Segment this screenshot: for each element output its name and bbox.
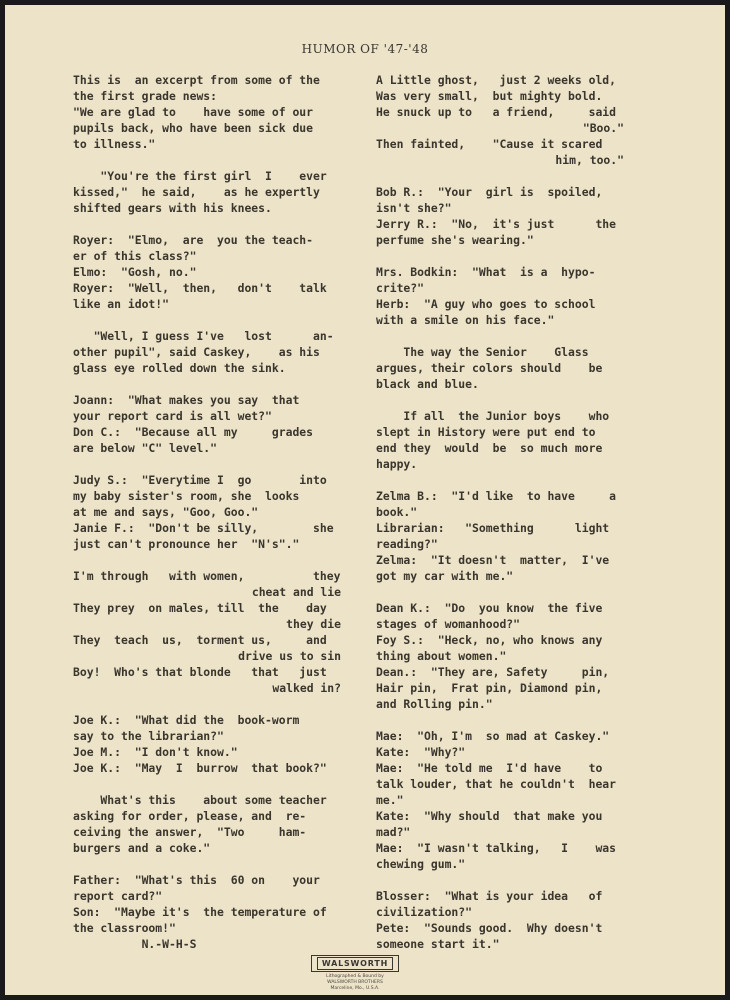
text-line: This is an excerpt from some of the	[73, 73, 320, 87]
text-line: Dean K.: "Do you know the five	[376, 601, 603, 615]
text-line: N.-W-H-S	[73, 937, 197, 951]
text-line: burgers and a coke."	[73, 841, 211, 855]
left-column	[73, 72, 341, 968]
text-line: chewing gum."	[376, 857, 466, 871]
right-joke-9	[376, 888, 624, 952]
text-line: The way the Senior Glass	[376, 345, 589, 359]
text-line: the classroom!"	[73, 921, 176, 935]
text-line: mad?"	[376, 825, 411, 839]
text-line: are below "C" level."	[73, 441, 218, 455]
text-line: someone start it."	[376, 937, 500, 951]
text-line: Don C.: "Because all my grades	[73, 425, 314, 439]
text-line: Joe M.: "I don't know."	[73, 745, 238, 759]
text-line: say to the librarian?"	[73, 729, 224, 743]
text-line: Blosser: "What is your idea of	[376, 889, 603, 903]
text-line: Joe K.: "What did the book-worm	[73, 713, 300, 727]
text-line: A Little ghost, just 2 weeks old,	[376, 73, 617, 87]
text-line: my baby sister's room, she looks	[73, 489, 300, 503]
text-line: They prey on males, till the day	[73, 601, 327, 615]
right-joke-2	[376, 184, 624, 248]
walsworth-logo: WALSWORTH	[311, 955, 399, 972]
text-line: If all the Junior boys who	[376, 409, 610, 423]
text-line: to illness."	[73, 137, 156, 151]
text-line: me."	[376, 793, 404, 807]
page-title: HUMOR OF '47-'48	[301, 42, 429, 56]
text-line: Dean.: "They are, Safety pin,	[376, 665, 610, 679]
text-line: Zelma: "It doesn't matter, I've	[376, 553, 610, 567]
right-joke-7	[376, 600, 624, 712]
text-line: Foy S.: "Heck, no, who knows any	[376, 633, 603, 647]
text-line: Hair pin, Frat pin, Diamond pin,	[376, 681, 603, 695]
text-line: Kate: "Why?"	[376, 745, 466, 759]
yearbook-page	[5, 5, 725, 995]
text-line: got my car with me."	[376, 569, 514, 583]
text-line: Joann: "What makes you say that	[73, 393, 300, 407]
text-line: civilization?"	[376, 905, 473, 919]
text-line: He snuck up to a friend, said	[376, 105, 617, 119]
text-line: "You're the first girl I ever	[73, 169, 327, 183]
left-joke-1	[73, 72, 341, 152]
text-line: Mae: "I wasn't talking, I was	[376, 841, 617, 855]
left-joke-9	[73, 792, 341, 856]
text-line: Mrs. Bodkin: "What is a hypo-	[376, 265, 596, 279]
right-joke-4	[376, 344, 624, 392]
text-line: Joe K.: "May I burrow that book?"	[73, 761, 327, 775]
text-line: Mae: "He told me I'd have to	[376, 761, 603, 775]
left-joke-3	[73, 232, 341, 312]
text-line: isn't she?"	[376, 201, 452, 215]
text-line: they die	[286, 617, 341, 631]
text-line: Then fainted, "Cause it scared	[376, 137, 603, 151]
publisher-credit: Lithographed & Bound by WALSWORTH BROTHERS Marceline, Mo., U.S.A.	[326, 974, 384, 991]
text-line: black and blue.	[376, 377, 479, 391]
text-line: glass eye rolled down the sink.	[73, 361, 286, 375]
text-line: "We are glad to have some of our	[73, 105, 314, 119]
text-line: er of this class?"	[73, 249, 197, 263]
text-line: Janie F.: "Don't be silly, she	[73, 521, 334, 535]
text-line: Son: "Maybe it's the temperature of	[73, 905, 327, 919]
text-line: other pupil", said Caskey, as his	[73, 345, 320, 359]
publisher-logo	[310, 951, 400, 992]
text-line: Kate: "Why should that make you	[376, 809, 603, 823]
text-line: Boy! Who's that blonde that just	[73, 665, 327, 679]
text-line: your report card is all wet?"	[73, 409, 272, 423]
text-line: They teach us, torment us, and	[73, 633, 327, 647]
text-line: at me and says, "Goo, Goo."	[73, 505, 259, 519]
text-line: walked in?	[272, 681, 341, 695]
text-line: end they would be so much more	[376, 441, 603, 455]
text-line: Elmo: "Gosh, no."	[73, 265, 197, 279]
left-joke-7	[73, 568, 341, 696]
text-line: book."	[376, 505, 418, 519]
text-line: "Boo."	[582, 121, 624, 135]
text-line: him, too."	[555, 153, 624, 167]
text-line: reading?"	[376, 537, 438, 551]
text-line: perfume she's wearing."	[376, 233, 534, 247]
text-line: with a smile on his face."	[376, 313, 555, 327]
text-line: thing about women."	[376, 649, 507, 663]
text-line: Zelma B.: "I'd like to have a	[376, 489, 617, 503]
left-joke-10	[73, 872, 341, 952]
text-line: Royer: "Well, then, don't talk	[73, 281, 327, 295]
text-line: Bob R.: "Your girl is spoiled,	[376, 185, 603, 199]
text-line: pupils back, who have been sick due	[73, 121, 314, 135]
right-joke-8	[376, 728, 624, 872]
left-joke-2	[73, 168, 341, 216]
right-joke-6	[376, 488, 624, 584]
text-line: argues, their colors should be	[376, 361, 603, 375]
right-column	[376, 72, 624, 968]
text-line: "Well, I guess I've lost an-	[73, 329, 334, 343]
right-joke-5	[376, 408, 624, 472]
left-joke-6	[73, 472, 341, 552]
text-line: Was very small, but mighty bold.	[376, 89, 603, 103]
text-line: crite?"	[376, 281, 425, 295]
text-line: happy.	[376, 457, 418, 471]
text-line: and Rolling pin."	[376, 697, 493, 711]
left-joke-4	[73, 328, 341, 376]
text-line: Jerry R.: "No, it's just the	[376, 217, 617, 231]
text-line: slept in History were put end to	[376, 425, 596, 439]
left-joke-5	[73, 392, 341, 456]
text-line: report card?"	[73, 889, 163, 903]
text-line: I'm through with women, they	[73, 569, 341, 583]
text-line: Herb: "A guy who goes to school	[376, 297, 596, 311]
text-line: like an idot!"	[73, 297, 170, 311]
text-line: cheat and lie	[251, 585, 341, 599]
text-line: ceiving the answer, "Two ham-	[73, 825, 307, 839]
text-line: Judy S.: "Everytime I go into	[73, 473, 327, 487]
text-line: Father: "What's this 60 on your	[73, 873, 320, 887]
left-joke-8	[73, 712, 341, 776]
text-line: Royer: "Elmo, are you the teach-	[73, 233, 314, 247]
text-line: Librarian: "Something light	[376, 521, 610, 535]
text-line: just can't pronounce her "N's"."	[73, 537, 300, 551]
text-line: stages of womanhood?"	[376, 617, 521, 631]
text-line: drive us to sin	[238, 649, 341, 663]
right-joke-1	[376, 72, 624, 168]
text-line: Mae: "Oh, I'm so mad at Caskey."	[376, 729, 610, 743]
text-line: asking for order, please, and re-	[73, 809, 307, 823]
text-line: kissed," he said, as he expertly	[73, 185, 320, 199]
right-joke-3	[376, 264, 624, 328]
text-line: shifted gears with his knees.	[73, 201, 272, 215]
text-line: Pete: "Sounds good. Why doesn't	[376, 921, 603, 935]
text-line: the first grade news:	[73, 89, 218, 103]
text-line: What's this about some teacher	[73, 793, 327, 807]
text-line: talk louder, that he couldn't hear	[376, 777, 617, 791]
